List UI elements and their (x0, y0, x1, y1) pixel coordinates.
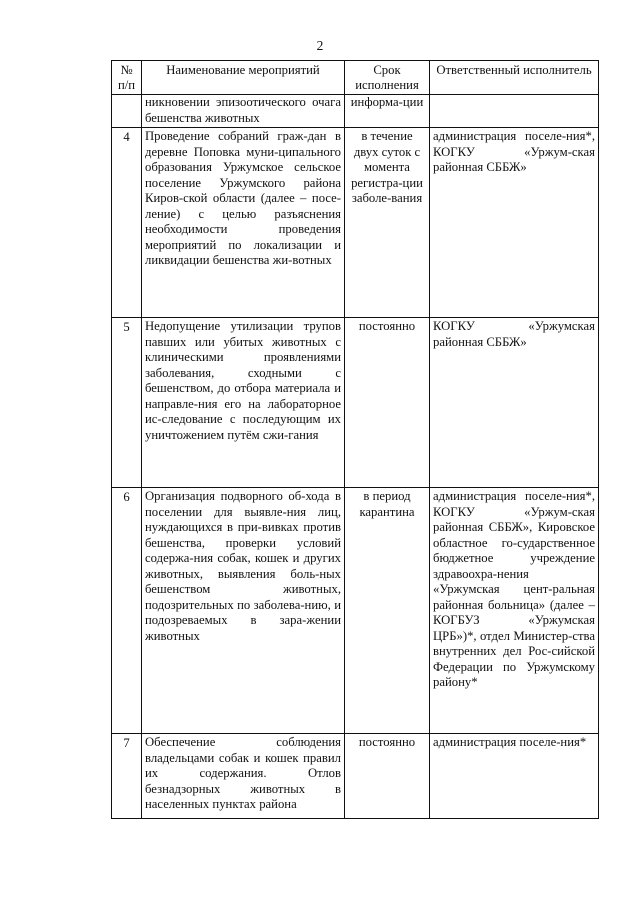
row-name: Организация подворного об-хода в поселении для выявле-ния лиц, нуждающихся в при-вивках против бешенства, проверки условий содержа-ния собак, кошек и других животных, выявления боль-ных бешенством животных, подозрительных по заболева-нию, и подозреваемых в зара-жении животных (142, 488, 345, 734)
row-responsible: КОГКУ «Уржумская районная СББЖ» (430, 318, 599, 488)
row-term: постоянно (345, 734, 430, 819)
row-responsible: администрация поселе-ния*, КОГКУ «Уржум-ская районная СББЖ», Кировское областное го-сударственное бюджетное учреждение здравоохра-нения «Уржумская цент-ральная районная больница» (далее – КОГБУЗ «Уржумская ЦРБ»)*, отдел Министер-ства внутренних дел Рос-сийской Федерации по Уржумскому району* (430, 488, 599, 734)
row-term: в течение двух суток с момента регистра-ции заболе-вания (345, 128, 430, 318)
row-num: 4 (112, 128, 142, 318)
row-name: никновении эпизоотического очага бешенства животных (142, 95, 345, 128)
row-responsible: администрация поселе-ния*, КОГКУ «Уржум-ская районная СББЖ» (430, 128, 599, 318)
row-term: постоянно (345, 318, 430, 488)
table-row (112, 488, 599, 734)
row-num: 5 (112, 318, 142, 488)
header-num: № п/п (112, 61, 142, 95)
row-num: 6 (112, 488, 142, 734)
row-term: в период карантина (345, 488, 430, 734)
table-row (112, 318, 599, 488)
row-num (112, 95, 142, 128)
row-term: информа-ции (345, 95, 430, 128)
row-name: Недопущение утилизации трупов павших или убитых животных с клиническими проявлениями заболевания, сходными с бешенством, до отбора материала и направле-ния его на лабораторное ис-следование с последующим их уничтожением путём сжи-гания (142, 318, 345, 488)
row-name: Проведение собраний граж-дан в деревне Поповка муни-ципального образования Уржумское сельское поселение Уржумского района Киров-ской области (далее – посе-ление) с целью разъяснения необходимости проведения мероприятий по локализации и ликвидации бешенства жи-вотных (142, 128, 345, 318)
measures-table (111, 60, 599, 819)
table-header-row (112, 61, 599, 95)
page-number: 2 (316, 38, 324, 53)
row-responsible (430, 95, 599, 128)
header-name: Наименование мероприятий (142, 61, 345, 95)
row-responsible: администрация поселе-ния* (430, 734, 599, 819)
row-num: 7 (112, 734, 142, 819)
table-row (112, 95, 599, 128)
header-responsible: Ответственный исполнитель (430, 61, 599, 95)
header-term: Срок исполнения (345, 61, 430, 95)
row-name: Обеспечение соблюдения владельцами собак и кошек правил их содержания. Отлов безнадзорных животных в населенных пунктах района (142, 734, 345, 819)
table-row (112, 734, 599, 819)
table-row (112, 128, 599, 318)
